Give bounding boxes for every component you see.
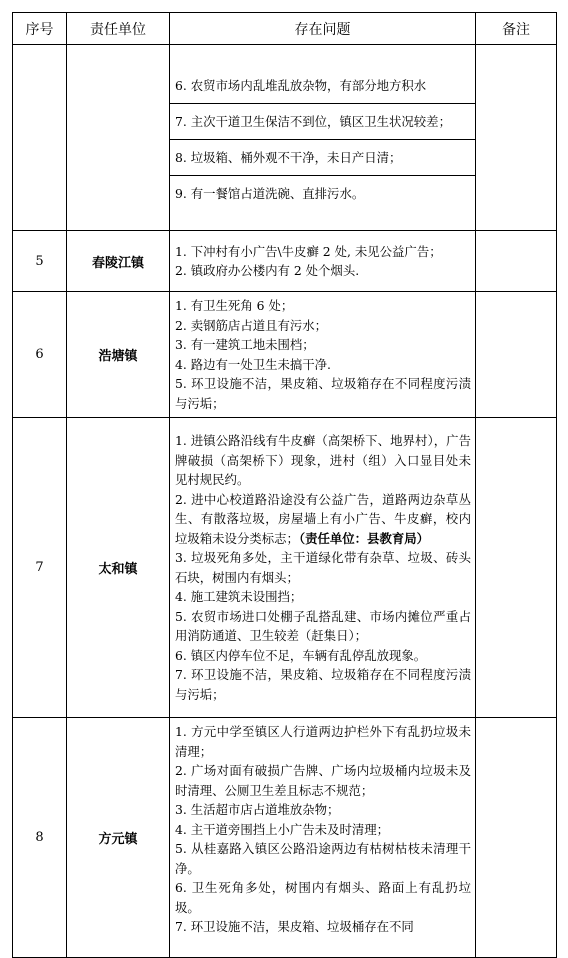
row-number: 8 [13,718,67,958]
issue-item: 2. 镇政府办公楼内有 2 处个烟头. [175,263,360,278]
issue-item: 7. 主次干道卫生保洁不到位，镇区卫生状况较差； [170,103,475,139]
row-number: 6 [13,292,67,418]
row-note [476,718,557,958]
issue-item: 1. 有卫生死角 6 处； [175,298,294,313]
row-note [476,231,557,292]
table-row [13,45,557,231]
row-issues [170,292,476,418]
issue-item: 4. 主干道旁围挡上小广告未及时清理； [175,821,390,837]
row-unit: 方元镇 [67,718,170,958]
issue-item: 5. 环卫设施不洁，果皮箱、垃圾箱存在不同程度污渍与污垢； [175,376,471,411]
row-number: 5 [13,231,67,292]
row-number: 7 [13,418,67,718]
issue-item: 7. 环卫设施不洁，果皮箱、垃圾箱存在不同程度污渍与污垢； [175,667,471,702]
inspection-table [12,12,557,958]
row-unit: 太和镇 [67,418,170,718]
row-unit [67,45,170,231]
row-note [476,45,557,231]
issue-item: 3. 有一建筑工地未围档； [175,337,315,352]
row-unit: 浩塘镇 [67,292,170,418]
header-row [13,13,557,45]
issue-item: 6. 卫生死角多处，树围内有烟头、路面上有乱扔垃圾。 [175,880,471,915]
table-row [13,718,557,958]
row-note [476,418,557,718]
table-row [13,418,557,718]
issue-item [175,490,471,549]
issue-item: 6. 镇区内停车位不足，车辆有乱停乱放现象。 [175,647,427,663]
row-issues [170,231,476,292]
issue-item: 1. 方元中学至镇区人行道两边护栏外下有乱扔垃圾未清理； [175,724,471,759]
row-issues [170,418,476,718]
header-unit: 责任单位 [67,13,170,45]
issue-item: 8. 垃圾箱、桶外观不干净，未日产日清； [170,139,475,175]
issue-item: 5. 从桂嘉路入镇区公路沿途两边有枯树枯枝未清理干净。 [175,841,471,876]
header-note: 备注 [476,13,557,45]
header-seq: 序号 [13,13,67,45]
issue-item: 2. 广场对面有破损广告牌、广场内垃圾桶内垃圾未及时清理、公厕卫生差且标志不规范； [175,763,471,798]
row-number [13,45,67,231]
header-issues: 存在问题 [170,13,476,45]
issue-item: 6. 农贸市场内乱堆乱放杂物，有部分地方积水 [175,78,427,93]
responsible-unit-note: （责任单位：县教育局） [298,530,430,546]
issue-item: 1. 下冲村有小广告\牛皮癣 2 处, 未见公益广告； [175,243,442,259]
row-unit: 春陵江镇 [67,231,170,292]
row-note [476,292,557,418]
issue-item: 3. 垃圾死角多处，主干道绿化带有杂草、垃圾、砖头石块，树围内有烟头； [175,550,471,585]
issue-item: 3. 生活超市店占道堆放杂物； [175,802,340,817]
issue-item: 9. 有一餐馆占道洗碗、直排污水。 [170,175,475,207]
row-issues [170,45,476,231]
issue-item: 5. 农贸市场进口处棚子乱搭乱建、市场内摊位严重占用消防通道、卫生较差（赶集日）； [175,608,471,643]
issue-text: 2. 进中心校道路沿途没有公益广告，道路两边杂草丛生、有散落垃圾，房屋墙上有小广告、牛皮癣，校内垃圾箱未设分类标志； [175,491,471,546]
row-issues [170,718,476,958]
issue-item: 7. 环卫设施不洁，果皮箱、垃圾桶存在不同 [175,919,414,934]
issue-item: 4. 施工建筑未设围挡； [175,589,303,604]
issue-item: 2. 卖钢筋店占道且有污水； [175,317,328,333]
table-row [13,231,557,292]
issue-item: 1. 进镇公路沿线有牛皮癣（高架桥下、地界村），广告牌破损（高架桥下）现象，进村（组）入口显目处未见村规民约。 [175,433,471,487]
issue-item: 4. 路边有一处卫生未搞干净. [175,356,331,372]
table-row [13,292,557,418]
